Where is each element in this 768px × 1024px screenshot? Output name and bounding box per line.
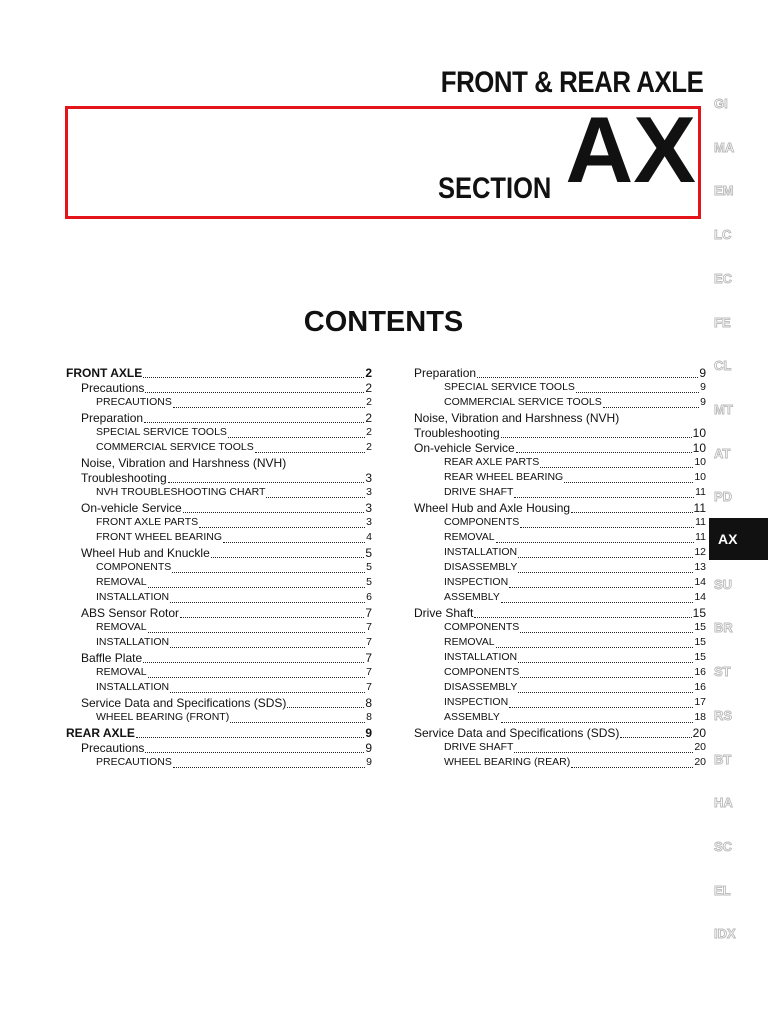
section-tab-em[interactable]: EM <box>714 183 734 199</box>
toc-entry-label: Troubleshooting <box>414 426 500 440</box>
toc-entry[interactable] <box>414 366 706 381</box>
toc-entry[interactable] <box>66 411 372 426</box>
toc-leader-dots <box>520 677 693 678</box>
toc-entry-label: PRECAUTIONS <box>96 756 172 768</box>
toc-entry[interactable] <box>414 756 706 771</box>
toc-page-number: 2 <box>365 366 372 380</box>
toc-entry-label: Baffle Plate <box>81 651 143 665</box>
toc-entry[interactable] <box>414 741 706 756</box>
toc-entry-label: INSTALLATION <box>444 651 518 663</box>
toc-leader-dots <box>520 527 694 528</box>
toc-leader-dots <box>564 482 693 483</box>
toc-left-column <box>66 366 372 771</box>
toc-entry[interactable] <box>66 456 372 471</box>
toc-leader-dots <box>620 737 691 738</box>
toc-entry[interactable] <box>66 726 372 741</box>
toc-leader-dots <box>170 602 365 603</box>
toc-entry[interactable] <box>66 366 372 381</box>
toc-page-number: 9 <box>365 726 372 740</box>
toc-page-number: 5 <box>366 576 372 588</box>
toc-leader-dots <box>576 392 699 393</box>
toc-entry-label: REMOVAL <box>96 666 147 678</box>
toc-entry-label: INSTALLATION <box>444 546 518 558</box>
section-tab-bt[interactable]: BT <box>714 751 732 767</box>
toc-entry[interactable] <box>66 486 372 501</box>
toc-entry[interactable] <box>414 696 706 711</box>
toc-entry-label: SPECIAL SERVICE TOOLS <box>96 426 227 438</box>
toc-entry[interactable] <box>66 651 372 666</box>
section-tab-gi[interactable]: GI <box>714 96 728 111</box>
toc-entry-label: Noise, Vibration and Harshness (NVH) <box>414 411 620 425</box>
toc-entry-label: REMOVAL <box>444 531 495 543</box>
toc-page-number: 2 <box>366 426 372 438</box>
toc-entry[interactable] <box>414 456 706 471</box>
toc-entry[interactable] <box>414 381 706 396</box>
toc-leader-dots <box>170 647 365 648</box>
toc-entry[interactable] <box>414 531 706 546</box>
toc-entry[interactable] <box>66 681 372 696</box>
toc-entry[interactable] <box>414 576 706 591</box>
toc-leader-dots <box>228 437 365 438</box>
toc-entry-label: COMPONENTS <box>444 516 520 528</box>
toc-entry[interactable] <box>414 711 706 726</box>
toc-leader-dots <box>496 647 694 648</box>
toc-leader-dots <box>509 707 693 708</box>
toc-page-number: 7 <box>365 606 372 620</box>
toc-leader-dots <box>518 662 693 663</box>
toc-page-number: 8 <box>365 696 372 710</box>
toc-entry-label: ASSEMBLY <box>444 711 500 723</box>
toc-page-number: 3 <box>365 471 372 485</box>
toc-entry-label: Drive Shaft <box>414 606 474 620</box>
toc-leader-dots <box>287 707 364 708</box>
toc-page-number: 2 <box>366 441 372 453</box>
toc-entry[interactable] <box>66 711 372 726</box>
toc-entry-label: On-vehicle Service <box>414 441 515 455</box>
toc-leader-dots <box>199 527 365 528</box>
toc-leader-dots <box>501 722 693 723</box>
section-tab-cl[interactable]: CL <box>714 358 732 374</box>
toc-entry-label: COMPONENTS <box>96 561 172 573</box>
toc-entry[interactable] <box>66 606 372 621</box>
toc-leader-dots <box>170 692 365 693</box>
toc-leader-dots <box>183 512 365 513</box>
toc-leader-dots <box>514 497 694 498</box>
toc-entry[interactable] <box>414 651 706 666</box>
toc-entry-label: INSTALLATION <box>96 681 170 693</box>
section-tab-st[interactable]: ST <box>714 664 731 680</box>
section-tab-idx[interactable]: IDX <box>714 926 736 942</box>
toc-leader-dots <box>518 692 693 693</box>
toc-page-number: 15 <box>694 621 706 633</box>
toc-entry-label: REAR AXLE PARTS <box>444 456 540 468</box>
toc-entry-label: DRIVE SHAFT <box>444 741 514 753</box>
toc-leader-dots <box>173 767 365 768</box>
toc-entry-label: Preparation <box>81 411 144 425</box>
toc-leader-dots <box>148 587 366 588</box>
toc-entry-label: FRONT AXLE PARTS <box>96 516 199 528</box>
toc-leader-dots <box>477 377 698 378</box>
toc-entry-label: WHEEL BEARING (FRONT) <box>96 711 230 723</box>
toc-entry-label: REMOVAL <box>96 621 147 633</box>
section-tab-br[interactable]: BR <box>714 620 733 636</box>
toc-leader-dots <box>516 452 692 453</box>
toc-entry[interactable] <box>66 546 372 561</box>
toc-entry-label: SPECIAL SERVICE TOOLS <box>444 381 575 393</box>
toc-entry[interactable] <box>66 381 372 396</box>
contents-heading: CONTENTS <box>303 306 464 338</box>
toc-page-number: 10 <box>694 471 706 483</box>
toc-entry-label: INSTALLATION <box>96 591 170 603</box>
section-tab-at[interactable]: AT <box>714 445 731 461</box>
toc-page-number: 8 <box>366 711 372 723</box>
section-tab-ec[interactable]: EC <box>714 270 733 286</box>
section-tab-pd[interactable]: PD <box>714 489 733 505</box>
toc-entry-label: COMPONENTS <box>444 621 520 633</box>
toc-leader-dots <box>230 722 365 723</box>
toc-entry-label: COMMERCIAL SERVICE TOOLS <box>444 396 602 408</box>
toc-leader-dots <box>143 377 364 378</box>
toc-leader-dots <box>518 557 693 558</box>
toc-entry[interactable] <box>66 591 372 606</box>
toc-page-number: 11 <box>695 516 706 528</box>
toc-entry[interactable] <box>66 696 372 711</box>
toc-leader-dots <box>540 467 693 468</box>
toc-leader-dots <box>603 407 699 408</box>
toc-leader-dots <box>509 587 693 588</box>
toc-leader-dots <box>173 407 365 408</box>
toc-page-number: 10 <box>694 456 706 468</box>
toc-entry[interactable] <box>414 636 706 651</box>
toc-page-number: 2 <box>366 396 372 408</box>
toc-entry[interactable] <box>66 396 372 411</box>
toc-entry[interactable] <box>66 471 372 486</box>
toc-leader-dots <box>571 767 693 768</box>
toc-entry-label: Service Data and Specifications (SDS) <box>414 726 620 740</box>
toc-entry[interactable] <box>414 726 706 741</box>
toc-entry[interactable] <box>414 621 706 636</box>
section-tab-ha[interactable]: HA <box>714 795 733 811</box>
toc-leader-dots <box>571 512 692 513</box>
toc-page-number: 9 <box>366 756 372 768</box>
toc-page-number: 17 <box>694 696 706 708</box>
toc-entry-label: Preparation <box>414 366 477 380</box>
toc-page-number: 12 <box>694 546 706 558</box>
toc-entry-label: On-vehicle Service <box>81 501 182 515</box>
toc-leader-dots <box>474 617 691 618</box>
toc-entry[interactable] <box>414 396 706 411</box>
toc-entry[interactable] <box>414 426 706 441</box>
toc-page-number: 9 <box>699 366 706 380</box>
manual-title: FRONT & REAR AXLE <box>440 66 703 99</box>
toc-page-number: 2 <box>365 381 372 395</box>
toc-leader-dots <box>180 617 364 618</box>
toc-page-number: 9 <box>700 381 706 393</box>
toc-entry-label: FRONT WHEEL BEARING <box>96 531 223 543</box>
toc-page-number: 14 <box>694 591 706 603</box>
toc-entry-label: INSPECTION <box>444 696 509 708</box>
section-tab-ax[interactable]: AX <box>709 518 768 560</box>
toc-page-number: 11 <box>693 501 706 515</box>
toc-page-number: 5 <box>365 546 372 560</box>
toc-page-number: 18 <box>694 711 706 723</box>
toc-page-number: 13 <box>694 561 706 573</box>
toc-leader-dots <box>148 677 366 678</box>
toc-entry-label: DISASSEMBLY <box>444 561 518 573</box>
toc-entry-label: PRECAUTIONS <box>96 396 172 408</box>
toc-entry-label: Wheel Hub and Axle Housing <box>414 501 571 515</box>
toc-leader-dots <box>148 632 366 633</box>
toc-entry-label: REAR WHEEL BEARING <box>444 471 564 483</box>
section-label: SECTION <box>437 172 551 205</box>
toc-leader-dots <box>501 437 692 438</box>
toc-entry[interactable] <box>414 501 706 516</box>
toc-entry[interactable] <box>414 666 706 681</box>
toc-entry[interactable] <box>66 636 372 651</box>
toc-entry-label: Precautions <box>81 741 145 755</box>
toc-leader-dots <box>211 557 365 558</box>
toc-page-number: 16 <box>694 681 706 693</box>
toc-entry-label: Precautions <box>81 381 145 395</box>
toc-page-number: 10 <box>692 441 706 455</box>
toc-entry[interactable] <box>414 471 706 486</box>
section-tab-ma[interactable]: MA <box>714 139 735 155</box>
section-tab-sc[interactable]: SC <box>714 838 733 854</box>
toc-page-number: 7 <box>366 666 372 678</box>
toc-page-number: 15 <box>692 606 706 620</box>
toc-page-number: 3 <box>365 501 372 515</box>
toc-page-number: 3 <box>366 516 372 528</box>
toc-leader-dots <box>518 572 693 573</box>
toc-entry[interactable] <box>66 561 372 576</box>
toc-entry-label: Noise, Vibration and Harshness (NVH) <box>81 456 287 470</box>
toc-leader-dots <box>266 497 365 498</box>
toc-entry[interactable] <box>66 666 372 681</box>
toc-entry-label: ABS Sensor Rotor <box>81 606 180 620</box>
toc-page-number: 14 <box>694 576 706 588</box>
toc-page-number: 15 <box>694 636 706 648</box>
toc-entry-label: DISASSEMBLY <box>444 681 518 693</box>
toc-entry[interactable] <box>414 411 706 426</box>
toc-entry[interactable] <box>414 606 706 621</box>
section-tab-rs[interactable]: RS <box>714 707 733 723</box>
toc-leader-dots <box>496 542 695 543</box>
section-tab-mt[interactable]: MT <box>714 401 733 417</box>
toc-page-number: 7 <box>366 681 372 693</box>
toc-leader-dots <box>514 752 693 753</box>
section-tab-fe[interactable]: FE <box>714 314 731 330</box>
toc-entry[interactable] <box>414 681 706 696</box>
toc-page-number: 20 <box>694 741 706 753</box>
section-tab-su[interactable]: SU <box>714 576 733 592</box>
toc-entry-label: REAR AXLE <box>66 726 135 740</box>
toc-page-number: 11 <box>695 531 706 543</box>
toc-entry-label: Service Data and Specifications (SDS) <box>81 696 287 710</box>
toc-entry[interactable] <box>414 516 706 531</box>
toc-entry-label: NVH TROUBLESHOOTING CHART <box>96 486 266 498</box>
toc-page-number: 9 <box>365 741 372 755</box>
toc-page-number: 5 <box>366 561 372 573</box>
toc-leader-dots <box>223 542 365 543</box>
toc-entry[interactable] <box>414 441 706 456</box>
toc-entry[interactable] <box>66 516 372 531</box>
toc-leader-dots <box>136 737 364 738</box>
toc-leader-dots <box>520 632 693 633</box>
toc-page-number: 15 <box>694 651 706 663</box>
toc-leader-dots <box>144 422 364 423</box>
toc-page-number: 9 <box>700 396 706 408</box>
toc-entry[interactable] <box>414 591 706 606</box>
toc-page-number: 4 <box>366 531 372 543</box>
toc-page-number: 11 <box>695 486 706 498</box>
toc-entry[interactable] <box>66 426 372 441</box>
toc-page-number: 3 <box>366 486 372 498</box>
toc-leader-dots <box>255 452 365 453</box>
toc-leader-dots <box>145 752 364 753</box>
toc-entry-label: WHEEL BEARING (REAR) <box>444 756 571 768</box>
toc-leader-dots <box>168 482 365 483</box>
toc-leader-dots <box>143 662 364 663</box>
toc-page-number: 7 <box>366 621 372 633</box>
toc-page-number: 7 <box>366 636 372 648</box>
toc-entry-label: Troubleshooting <box>81 471 167 485</box>
toc-entry[interactable] <box>66 621 372 636</box>
toc-entry-label: COMPONENTS <box>444 666 520 678</box>
toc-entry[interactable] <box>66 501 372 516</box>
toc-entry[interactable] <box>414 546 706 561</box>
section-tab-lc[interactable]: LC <box>714 227 732 243</box>
toc-right-column <box>414 366 706 771</box>
toc-entry[interactable] <box>66 531 372 546</box>
toc-entry-label: ASSEMBLY <box>444 591 500 603</box>
toc-page-number: 2 <box>365 411 372 425</box>
toc-entry[interactable] <box>414 561 706 576</box>
toc-page-number: 20 <box>694 756 706 768</box>
toc-entry[interactable] <box>66 741 372 756</box>
toc-page-number: 10 <box>692 426 706 440</box>
toc-page-number: 16 <box>694 666 706 678</box>
toc-entry-label: REMOVAL <box>444 636 495 648</box>
toc-leader-dots <box>172 572 365 573</box>
section-tab-el[interactable]: EL <box>714 882 731 898</box>
toc-entry[interactable] <box>66 441 372 456</box>
toc-leader-dots <box>145 392 364 393</box>
toc-entry-label: COMMERCIAL SERVICE TOOLS <box>96 441 254 453</box>
toc-entry-label: Wheel Hub and Knuckle <box>81 546 210 560</box>
toc-entry-label: REMOVAL <box>96 576 147 588</box>
toc-page-number: 6 <box>366 591 372 603</box>
section-code: AX <box>565 97 696 202</box>
toc-entry-label: INSPECTION <box>444 576 509 588</box>
toc-page-number: 20 <box>692 726 706 740</box>
toc-entry-label: DRIVE SHAFT <box>444 486 514 498</box>
toc-leader-dots <box>501 602 693 603</box>
toc-entry[interactable] <box>66 756 372 771</box>
toc-page-number: 7 <box>365 651 372 665</box>
toc-entry[interactable] <box>414 486 706 501</box>
toc-entry-label: FRONT AXLE <box>66 366 143 380</box>
toc-entry-label: INSTALLATION <box>96 636 170 648</box>
toc-entry[interactable] <box>66 576 372 591</box>
